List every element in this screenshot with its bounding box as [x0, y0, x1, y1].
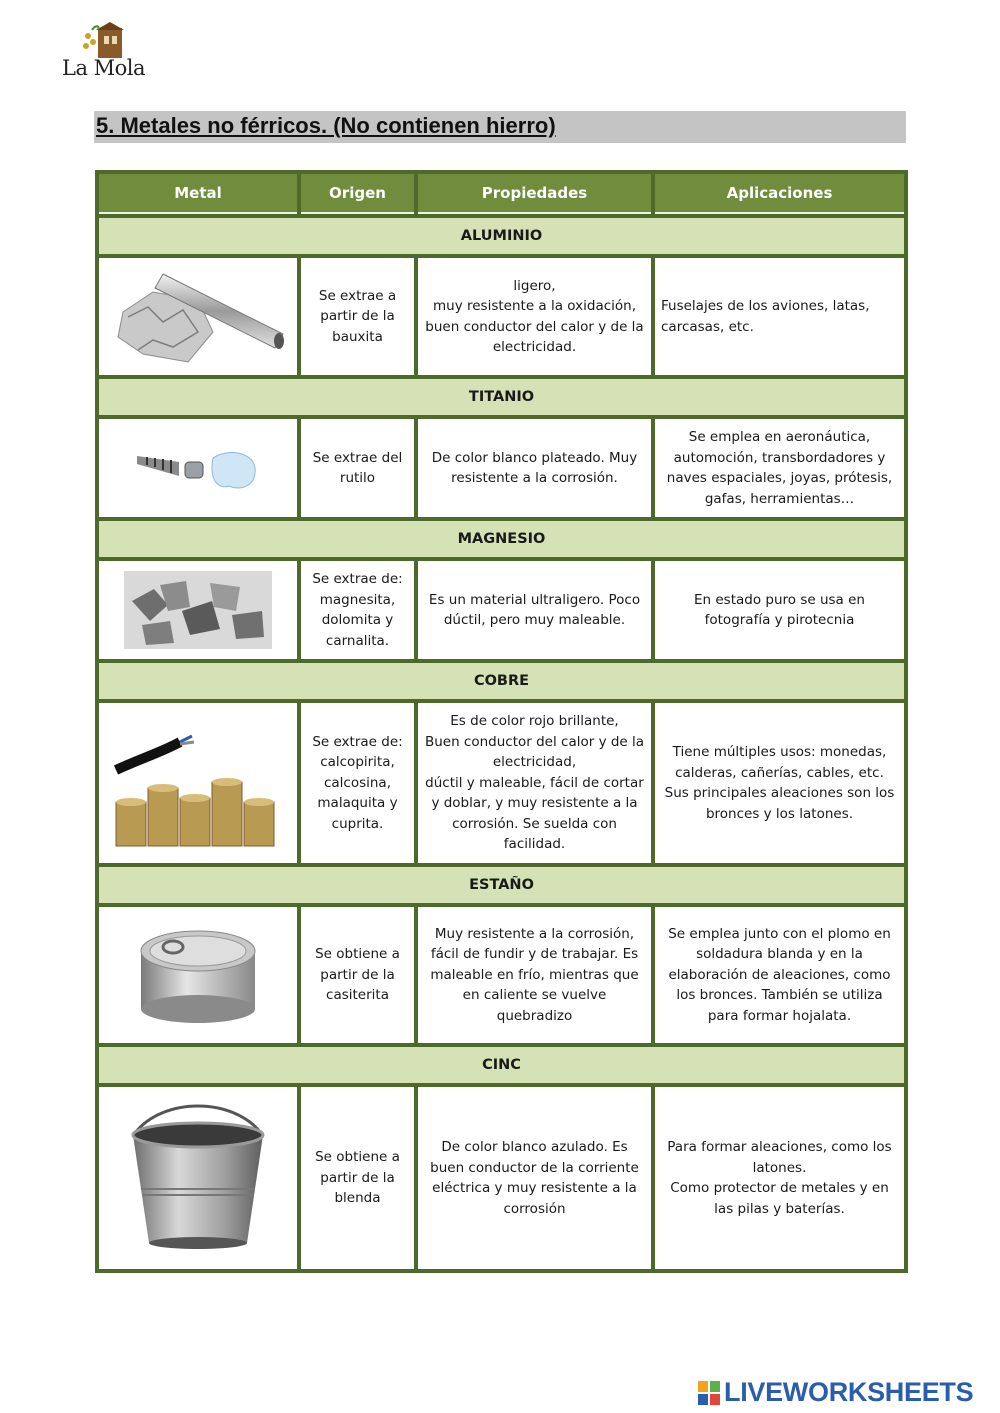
metal-image-cell	[99, 419, 297, 517]
origen-cell: Se extrae del rutilo	[301, 419, 414, 517]
liveworksheets-logo-icon	[698, 1381, 720, 1405]
column-header-aplicaciones: Aplicaciones	[655, 174, 904, 214]
tin-can-icon	[133, 925, 263, 1025]
liveworksheets-wordmark: LIVEWORKSHEETS	[724, 1377, 974, 1407]
table-row	[99, 561, 904, 659]
section-row	[99, 379, 904, 415]
metal-name-estano: ESTAÑO	[99, 867, 904, 903]
table-row	[99, 1087, 904, 1269]
aplicaciones-cell: Se emplea junto con el plomo en soldadura blanda y en la elaboración de aleaciones, como los bronces. También se utiliza para formar hojalata.	[655, 907, 904, 1043]
metal-name-magnesio: MAGNESIO	[99, 521, 904, 557]
table-row	[99, 907, 904, 1043]
liveworksheets-brand	[698, 1376, 998, 1410]
origen-cell: Se extrae a partir de la bauxita	[301, 258, 414, 375]
aplicaciones-cell: Tiene múltiples usos: monedas, calderas, cañerías, cables, etc. Sus principales aleaciones son los bronces y los latones.	[655, 703, 904, 863]
propiedades-cell: De color blanco plateado. Muy resistente a la corrosión.	[418, 419, 651, 517]
metal-name-cobre: COBRE	[99, 663, 904, 699]
origen-cell: Se extrae de: magnesita, dolomita y carnalita.	[301, 561, 414, 659]
metal-image-cell	[99, 907, 297, 1043]
metals-table	[95, 170, 908, 1273]
metal-name-cinc: CINC	[99, 1047, 904, 1083]
table-row	[99, 419, 904, 517]
table-row	[99, 703, 904, 863]
titanium-implant-icon	[133, 438, 263, 498]
column-header-origen: Origen	[301, 174, 414, 214]
column-header-propiedades: Propiedades	[418, 174, 651, 214]
table-row	[99, 258, 904, 375]
column-header-metal: Metal	[99, 174, 297, 214]
aplicaciones-cell: Fuselajes de los aviones, latas, carcasas, etc.	[655, 258, 904, 375]
origen-cell: Se extrae de: calcopirita, calcosina, malaquita y cuprita.	[301, 703, 414, 863]
metal-name-aluminio: ALUMINIO	[99, 218, 904, 254]
metal-image-cell	[99, 258, 297, 375]
propiedades-cell: Es un material ultraligero. Poco dúctil, pero muy maleable.	[418, 561, 651, 659]
aplicaciones-cell: En estado puro se usa en fotografía y pirotecnia	[655, 561, 904, 659]
magnesium-pieces-icon	[124, 571, 272, 649]
propiedades-cell: ligero, muy resistente a la oxidación, buen conductor del calor y de la electricidad.	[418, 258, 651, 375]
la-mola-logo	[62, 22, 146, 84]
aplicaciones-cell: Se emplea en aeronáutica, automoción, transbordadores y naves espaciales, joyas, prótesis, gafas, herramientas…	[655, 419, 904, 517]
aplicaciones-cell: Para formar aleaciones, como los latones. Como protector de metales y en las pilas y baterías.	[655, 1087, 904, 1269]
aluminum-foil-icon	[103, 262, 293, 372]
section-row	[99, 1047, 904, 1083]
logo-text: La Mola	[62, 56, 146, 80]
origen-cell: Se obtiene a partir de la casiterita	[301, 907, 414, 1043]
metal-image-cell	[99, 561, 297, 659]
section-row	[99, 663, 904, 699]
metal-name-titanio: TITANIO	[99, 379, 904, 415]
table-header-row	[99, 174, 904, 214]
section-row	[99, 218, 904, 254]
section-title-bar	[94, 111, 906, 143]
section-row	[99, 867, 904, 903]
section-row	[99, 521, 904, 557]
propiedades-cell: Es de color rojo brillante, Buen conductor del calor y de la electricidad, dúctil y maleable, fácil de cortar y doblar, y muy resistente a la corrosión. Se suelda con facilidad.	[418, 703, 651, 863]
metal-image-cell	[99, 703, 297, 863]
metal-image-cell	[99, 1087, 297, 1269]
section-title: 5. Metales no férricos. (No contienen hierro)	[96, 113, 556, 138]
copper-cable-coins-icon	[112, 718, 284, 848]
propiedades-cell: Muy resistente a la corrosión, fácil de fundir y de trabajar. Es maleable en frío, mientras que en caliente se vuelve quebradizo	[418, 907, 651, 1043]
propiedades-cell: De color blanco azulado. Es buen conductor de la corriente eléctrica y muy resistente a la corrosión	[418, 1087, 651, 1269]
origen-cell: Se obtiene a partir de la blenda	[301, 1087, 414, 1269]
zinc-bucket-icon	[123, 1103, 273, 1253]
